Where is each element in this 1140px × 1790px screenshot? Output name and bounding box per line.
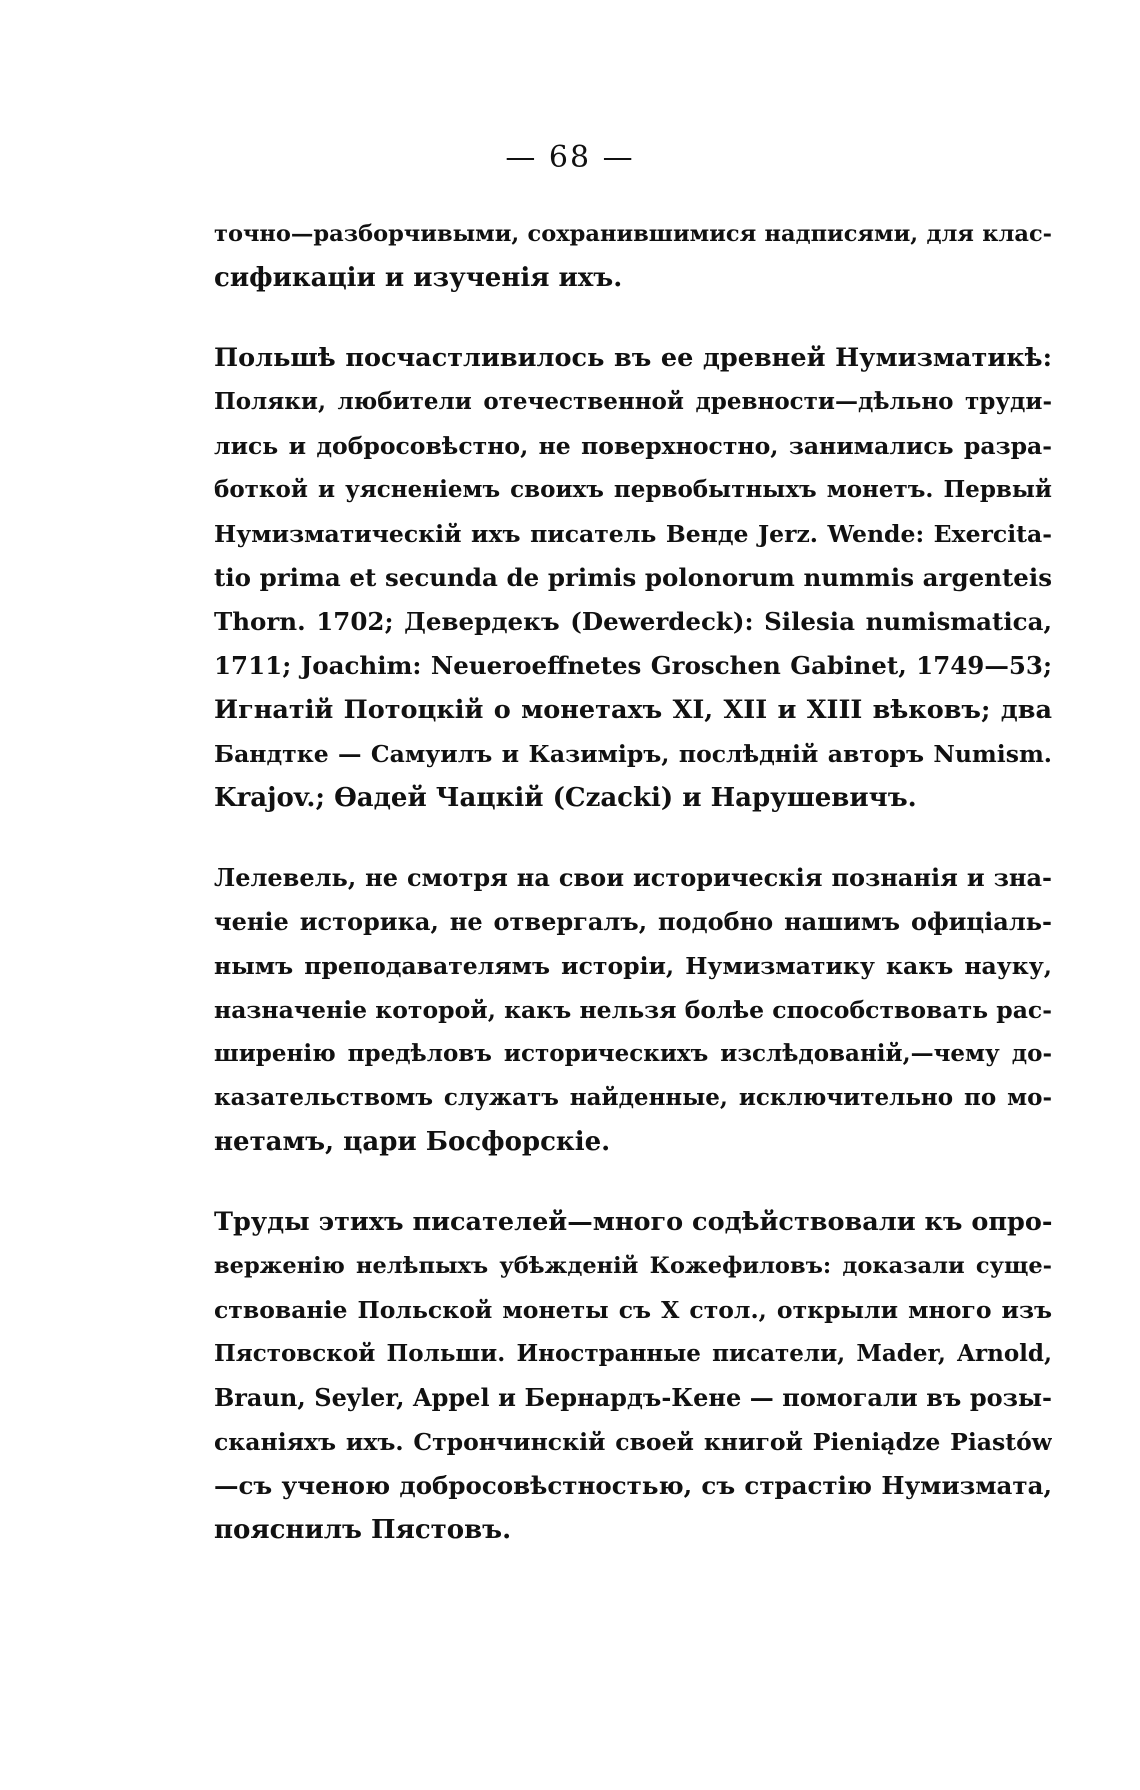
- text-line: Пястовской Польши. Иностранные писатели, Mader, Arnold,: [214, 1340, 1052, 1367]
- paragraph-2: [214, 336, 1052, 820]
- paragraph-3: [214, 856, 1052, 1164]
- page-number: — 68 —: [505, 140, 635, 175]
- text-line: Krajov.; Ѳадей Чацкій (Czacki) и Нарушевичъ.: [214, 783, 917, 813]
- text-line: 1711; Joachim: Neueroeffnetes Groschen Gabinet, 1749—53;: [214, 651, 1052, 680]
- text-line: Лелевель, не смотря на свои историческія познанія и зна-: [214, 863, 1052, 892]
- text-line: сканіяхъ ихъ. Стрончинскій своей книгой Pieniądze Piastów: [214, 1428, 1052, 1456]
- text-line: казательствомъ служатъ найденные, исключительно по мо-: [214, 1084, 1052, 1111]
- text-line: сификаціи и изученія ихъ.: [214, 263, 623, 293]
- text-line: нетамъ, цари Босфорскіе.: [214, 1127, 611, 1157]
- text-line: точно—разборчивыми, сохранившимися надписями, для клас-: [214, 221, 1052, 247]
- text-line: ширенію предѣловъ историческихъ изслѣдованій,—чему до-: [214, 1040, 1052, 1067]
- text-line: Braun, Seyler, Appel и Бернардъ-Кене — помогали въ розы-: [214, 1383, 1052, 1412]
- text-line: нымъ преподавателямъ исторіи, Нумизматику какъ науку,: [214, 952, 1052, 980]
- paragraph-4: [214, 1200, 1052, 1552]
- text-line: лись и добросовѣстно, не поверхностно, занимались разра-: [214, 432, 1052, 460]
- text-line: Thorn. 1702; Девердекъ (Dewerdeck): Silesia numismatica,: [214, 607, 1052, 636]
- text-line: ствованіе Польской монеты съ X стол., открыли много изъ: [214, 1296, 1052, 1324]
- text-line: Труды этихъ писателей—много содѣйствовали къ опро-: [214, 1207, 1052, 1237]
- text-line: Нумизматическій ихъ писатель Венде Jerz. Wende: Exercita-: [214, 520, 1052, 548]
- text-line: Бандтке — Самуилъ и Казиміръ, послѣдній авторъ Numism.: [214, 740, 1052, 768]
- text-line: Игнатій Потоцкій о монетахъ XI, XII и XIII вѣковъ; два: [214, 695, 1052, 725]
- text-line: tio prima et secunda de primis polonorum nummis argenteis: [214, 563, 1052, 592]
- text-line: —съ ученою добросовѣстностью, съ страстію Нумизмата,: [214, 1471, 1052, 1500]
- paragraph-1: [214, 212, 1052, 300]
- text-line: верженію нелѣпыхъ убѣжденій Кожефиловъ: доказали суще-: [214, 1253, 1052, 1279]
- text-line: пояснилъ Пястовъ.: [214, 1515, 512, 1545]
- text-line: Поляки, любители отечественной древности—дѣльно труди-: [214, 388, 1052, 415]
- text-line: назначеніе которой, какъ нельзя болѣе способствовать рас-: [214, 996, 1052, 1024]
- body-text: [214, 212, 1052, 1552]
- text-line: ченіе историка, не отвергалъ, подобно нашимъ офиціаль-: [214, 907, 1052, 936]
- text-line: боткой и уясненіемъ своихъ первобытныхъ монетъ. Первый: [214, 476, 1052, 503]
- text-line: Польшѣ посчастливилось въ ее древней Нумизматикѣ:: [214, 343, 1052, 373]
